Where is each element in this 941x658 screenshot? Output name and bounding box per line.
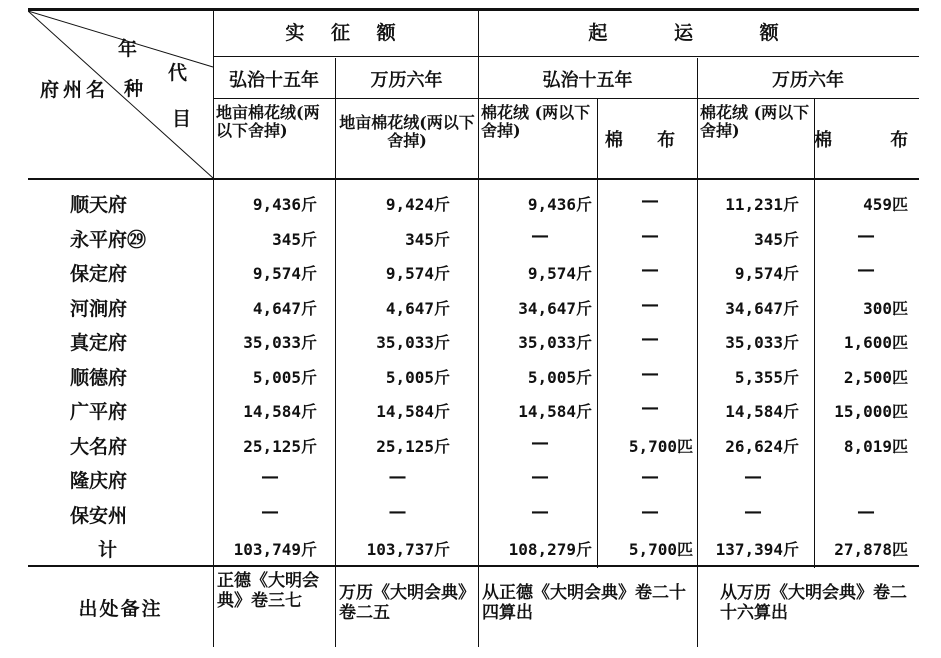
row-cell-c1: 103,749斤 [233,540,317,559]
colhead-4: 棉 布 [604,130,690,151]
row-cell-c3: 9,574斤 [527,264,592,283]
row-cell-c3: 9,436斤 [527,195,592,214]
row-cell-c1: — [261,466,279,487]
row-cell-c3: — [531,225,549,246]
row-cell-c6: 8,019匹 [843,437,908,456]
notes-top-rule [28,565,919,567]
colhead-5: 棉花绒 (两以下舍掉) [700,103,810,140]
note-3: 从正德《大明会典》卷二十四算出 [482,583,686,623]
colhead-2: 地亩棉花绒(两以下舍掉) [339,113,475,150]
year-wanli-shizheng: 万历六年 [370,70,443,91]
row-cell-c3: — [531,432,549,453]
group-header-shizheng: 实 征 额 [285,22,406,44]
row-cell-c5: 34,647斤 [725,299,799,318]
row-cell-c1: 4,647斤 [252,299,317,318]
row-cell-c1: 9,574斤 [252,264,317,283]
row-cell-c5: 35,033斤 [725,333,799,352]
row-cell-c3: 108,279斤 [508,540,592,559]
row-cell-c4: — [641,294,659,315]
row-cell-c2: 35,033斤 [376,333,450,352]
row-cell-c3: — [531,501,549,522]
row-cell-c2: 9,424斤 [385,195,450,214]
row-name: 计 [98,539,118,561]
row-cell-c4: — [641,397,659,418]
row-cell-c4: — [641,328,659,349]
row-cell-c6: 300匹 [863,299,908,318]
row-cell-c2: — [388,466,407,487]
row-cell-c6: — [857,501,875,522]
corner-nian: 年 [118,38,138,60]
row-cell-c5: 345斤 [754,230,799,249]
row-cell-c5: 11,231斤 [725,195,799,214]
row-cell-c4: — [641,225,659,246]
row-name: 顺天府 [70,194,128,216]
row-cell-c4: — [641,466,659,487]
row-name: 大名府 [70,436,128,458]
corner-dai: 代 [168,62,188,84]
row-cell-c1: 25,125斤 [243,437,317,456]
row-cell-c1: 14,584斤 [243,402,317,421]
row-cell-c1: 9,436斤 [252,195,317,214]
row-cell-c6: — [857,259,875,280]
row-cell-c1: 35,033斤 [243,333,317,352]
row-cell-c4: — [641,190,659,211]
row-name: 隆庆府 [70,470,128,492]
row-cell-c5: 26,624斤 [725,437,799,456]
row-cell-c6: 1,600匹 [843,333,908,352]
row-cell-c3: 34,647斤 [518,299,592,318]
row-cell-c2: 103,737斤 [366,540,450,559]
row-cell-c6: 27,878匹 [834,540,908,559]
row-name: 河涧府 [70,298,128,320]
row-cell-c4: — [641,501,659,522]
notes-label: 出处备注 [78,598,163,620]
row-cell-c3: — [531,466,549,487]
row-cell-c2: 5,005斤 [385,368,450,387]
colhead-1: 地亩棉花绒(两以下舍掉) [216,103,320,140]
row-cell-c1: 345斤 [272,230,317,249]
row-cell-c5: 14,584斤 [725,402,799,421]
rule-under-group-header [213,56,919,57]
group-header-qiyun: 起 运 额 [588,22,809,44]
row-cell-c2: 25,125斤 [376,437,450,456]
row-name: 顺德府 [70,367,128,389]
row-cell-c2: 4,647斤 [385,299,450,318]
corner-mu: 目 [172,108,192,130]
row-cell-c4: 5,700匹 [628,540,693,559]
row-name: 保安州 [70,505,128,527]
corner-zhong: 种 [124,78,144,100]
note-2: 万历《大明会典》卷二五 [339,583,475,623]
row-cell-c5: 137,394斤 [715,540,799,559]
row-name: 真定府 [70,332,128,354]
row-cell-c3: 35,033斤 [518,333,592,352]
row-name: 广平府 [70,401,128,423]
colhead-6: 棉 布 [814,130,935,151]
row-cell-c6: 15,000匹 [834,402,908,421]
year-wanli-qiyun: 万历六年 [772,70,844,91]
row-cell-c6: 2,500匹 [843,368,908,387]
row-cell-c3: 14,584斤 [518,402,592,421]
row-cell-c4: — [641,363,659,384]
row-cell-c6: — [857,225,875,246]
row-cell-c6: 459匹 [863,195,908,214]
year-hongzhi-shizheng: 弘治十五年 [229,70,319,91]
row-cell-c5: 5,355斤 [734,368,799,387]
row-cell-c5: — [744,501,762,522]
row-cell-c2: 14,584斤 [376,402,450,421]
row-cell-c2: 345斤 [405,230,450,249]
row-cell-c5: — [744,466,762,487]
row-cell-c5: 9,574斤 [734,264,799,283]
row-cell-c2: — [388,501,407,522]
row-cell-c2: 9,574斤 [385,264,450,283]
row-name: 保定府 [70,263,128,285]
row-cell-c3: 5,005斤 [527,368,592,387]
row-cell-c1: 5,005斤 [252,368,317,387]
corner-fuzhou: 府州名 [40,79,110,101]
row-name: 永平府㉙ [70,229,147,251]
colhead-3: 棉花绒 (两以下舍掉) [481,103,591,140]
row-cell-c1: — [261,501,279,522]
note-4: 从万历《大明会典》卷二十六算出 [720,583,907,623]
row-cell-c4: — [641,259,659,280]
year-hongzhi-qiyun: 弘治十五年 [542,70,633,91]
note-1: 正德《大明会典》卷三七 [217,571,319,611]
row-cell-c4: 5,700匹 [628,437,693,456]
